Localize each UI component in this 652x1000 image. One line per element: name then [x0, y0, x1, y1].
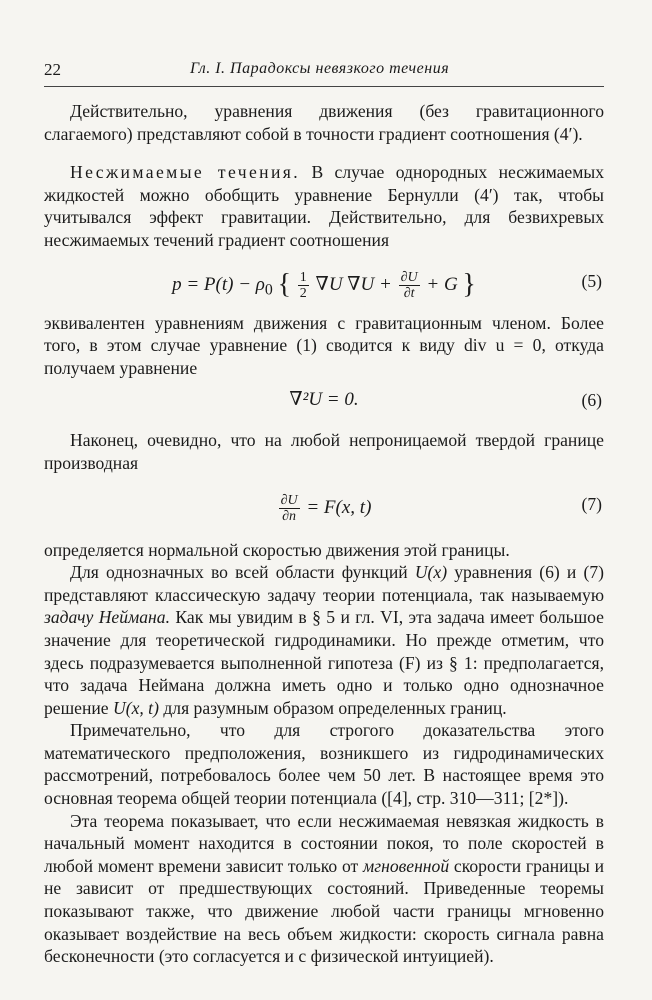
eq7-num: ∂U: [280, 492, 298, 508]
section-lead: Несжимаемые течения.: [70, 162, 301, 183]
paragraph-2: [44, 161, 604, 251]
eq5-left-brace: {: [277, 268, 292, 300]
eq5-dU: ∂U: [400, 269, 418, 285]
running-title: Гл. I. Парадоксы невязкого течения: [190, 60, 450, 77]
equation-6: [44, 385, 604, 417]
equation-5-number: (5): [581, 270, 602, 291]
eq7-normal-derivative: [279, 493, 300, 524]
paragraph-4: Наконец, очевидно, что на любой непроницаемой твердой границе производная: [44, 430, 604, 473]
equation-6-number: (6): [581, 390, 602, 411]
equation-5-formula: [44, 270, 604, 302]
equation-5: [44, 262, 604, 302]
equation-6-formula: ∇²U = 0.: [289, 389, 359, 411]
equation-7-formula: [44, 493, 604, 524]
p6-g: для разумным образом определенных границ.: [158, 697, 507, 718]
eq7-den: ∂n: [282, 508, 297, 524]
p6-e: Как мы увидим в § 5 и гл. VI, эта задача имеет большое значение для теоретической гидродинамики. Но прежде отметим, что здесь подразумевается выполненной гипотеза (F) из § 1: предполагается, что задача Неймана должна иметь одно и только одно однозначное решение: [44, 607, 604, 718]
paragraph-2-text: В случае однородных несжимаемых жидкостей можно обобщить уравнение Бернулли (4′) так, чтобы учитывался эффект гравитации. Действительно, для безвихревых несжимаемых течений градиент соотношения: [44, 162, 604, 250]
p6-f: U(x, t): [113, 697, 159, 718]
eq5-dt: ∂t: [403, 285, 415, 301]
p6-a: Для однозначных во всей области функций: [70, 562, 415, 583]
eq5-right-brace: }: [462, 268, 476, 300]
paragraph-7: Примечательно, что для строгого доказательства этого математического предположения, возникшего из гидродинамических рассмотрений, потребовалось более чем 50 лет. В настоящее время это основная теорема общей теории потенциала ([4], стр. 310—311; [2*]).: [44, 720, 604, 809]
paragraph-6: [44, 561, 604, 719]
eq5-tail: + G: [426, 273, 458, 295]
paragraph-3-c: , откуда получаем уравнение: [44, 335, 604, 378]
paragraph-3-div: div u = 0: [463, 335, 542, 356]
paragraph-3-a: эквивалентен уравнениям движения с гравитационным членом. Более того, в этом случае уравнение (1) сводится к виду: [44, 312, 604, 356]
p8-a: Эта теорема показывает, что если несжимаемая невязкая жидкость в начальный момент находится в состоянии покоя, то поле скоростей в любой момент времени зависит только от: [44, 810, 604, 876]
page-number: 22: [44, 60, 61, 79]
paragraph-5: определяется нормальной скоростью движения этой границы.: [44, 539, 510, 560]
eq5-lhs: p = P(t) − ρ: [172, 273, 265, 295]
eq5-grad-term: ∇U ∇U +: [315, 273, 392, 295]
eq5-time-derivative: [399, 270, 420, 301]
p8-c: скорости границы и не зависит от предшествующих состояний. Приведенные теоремы показывают также, что движение любой части границы мгновенно оказывает воздействие на весь объем жидкости: скорость сигнала равна бесконечности (это согласуется и с физической интуицией).: [44, 855, 604, 967]
p8-b: мгновенной: [363, 855, 450, 876]
equation-7-number: (7): [581, 493, 602, 514]
page-body: [44, 100, 604, 968]
p6-b: U(x): [414, 562, 448, 583]
p6-d: задачу Неймана.: [44, 607, 170, 628]
header-rule: [44, 86, 604, 87]
eq5-subscript: 0: [264, 281, 273, 299]
paragraph-1: Действительно, уравнения движения (без гравитационного слагаемого) представляют собой в точности градиент соотношения (4′).: [44, 101, 604, 144]
eq5-half-fraction: [298, 270, 309, 301]
paragraph-8: [44, 810, 604, 968]
paragraph-3: [44, 312, 604, 380]
eq5-half-den: 2: [299, 285, 307, 301]
eq5-half-num: 1: [299, 269, 307, 285]
eq7-rhs: = F(x, t): [306, 496, 372, 518]
p6-c: уравнения (6) и (7) представляют классическую задачу теории потенциала, так называемую: [44, 562, 604, 605]
equation-7: [44, 485, 604, 529]
